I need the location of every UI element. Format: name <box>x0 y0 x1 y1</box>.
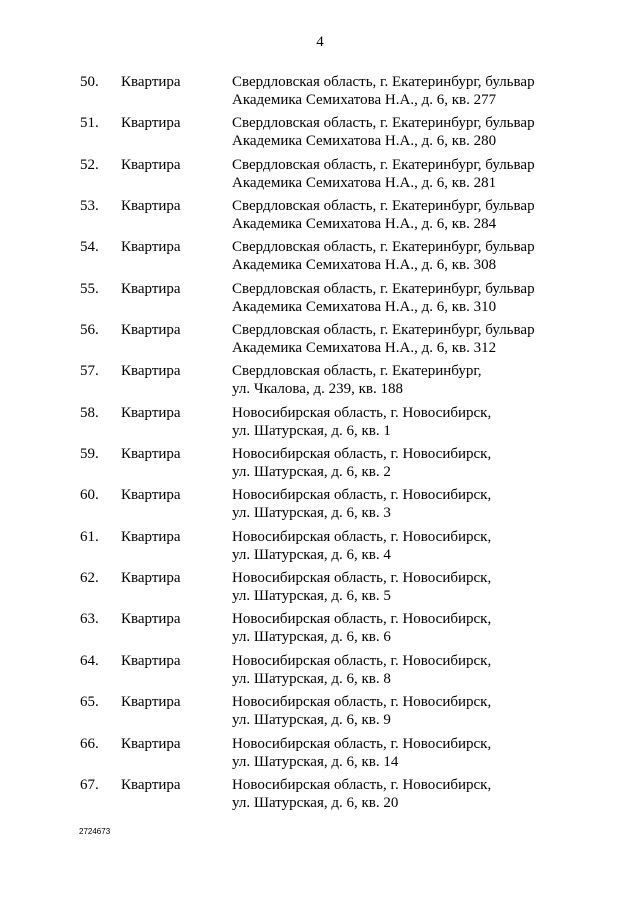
address-line-1: Новосибирская область, г. Новосибирск, <box>232 735 492 752</box>
address-line-1: Свердловская область, г. Екатеринбург, бульвар <box>232 280 535 297</box>
item-type: Квартира <box>121 74 181 90</box>
list-item <box>0 528 640 569</box>
item-type: Квартира <box>121 487 181 504</box>
item-address <box>232 776 491 812</box>
address-line-1: Новосибирская область, г. Новосибирск, <box>232 404 492 421</box>
address-line-2: ул. Шатурская, д. 6, кв. 1 <box>232 422 391 439</box>
address-line-2: ул. Шатурская, д. 6, кв. 20 <box>232 794 399 811</box>
item-type: Квартира <box>121 404 181 421</box>
list-item <box>0 652 640 693</box>
item-type: Квартира <box>121 322 181 339</box>
address-line-1: Свердловская область, г. Екатеринбург, бульвар <box>232 156 535 173</box>
property-list <box>0 73 640 817</box>
item-number: 54. <box>80 239 99 256</box>
item-type: Квартира <box>121 652 181 669</box>
list-item <box>0 238 640 279</box>
item-address <box>232 238 535 274</box>
item-type: Квартира <box>121 115 181 132</box>
address-line-1: Новосибирская область, г. Новосибирск, <box>232 611 492 628</box>
list-item <box>0 321 640 362</box>
address-line-2: Академика Семихатова Н.А., д. 6, кв. 281 <box>232 174 497 191</box>
address-line-1: Свердловская область, г. Екатеринбург, бульвар <box>232 198 535 215</box>
item-type: Квартира <box>121 280 181 297</box>
address-line-1: Новосибирская область, г. Новосибирск, <box>232 487 492 504</box>
address-line-1: Свердловская область, г. Екатеринбург, бульвар <box>232 322 535 339</box>
address-line-2: Академика Семихатова Н.А., д. 6, кв. 277 <box>232 92 497 108</box>
address-line-1: Новосибирская область, г. Новосибирск, <box>232 528 492 545</box>
list-item <box>0 362 640 403</box>
item-address <box>232 486 491 522</box>
address-line-1: Свердловская область, г. Екатеринбург, бульвар <box>232 239 535 256</box>
address-line-2: ул. Шатурская, д. 6, кв. 9 <box>232 712 391 729</box>
list-item <box>0 735 640 776</box>
address-line-1: Новосибирская область, г. Новосибирск, <box>232 694 492 711</box>
item-type: Квартира <box>121 735 181 752</box>
item-address <box>232 610 491 646</box>
list-item <box>0 610 640 651</box>
item-type: Квартира <box>121 239 181 256</box>
item-number: 63. <box>80 611 99 628</box>
address-line-2: ул. Шатурская, д. 6, кв. 3 <box>232 505 391 522</box>
item-address <box>232 321 535 357</box>
address-line-1: Свердловская область, г. Екатеринбург, бульвар <box>232 115 535 132</box>
item-number: 50. <box>80 74 99 90</box>
address-line-2: Академика Семихатова Н.А., д. 6, кв. 308 <box>232 257 497 274</box>
address-line-2: ул. Шатурская, д. 6, кв. 14 <box>232 753 399 770</box>
item-number: 60. <box>80 487 99 504</box>
list-item <box>0 73 640 114</box>
list-item <box>0 693 640 734</box>
item-number: 67. <box>80 776 99 793</box>
address-line-2: ул. Шатурская, д. 6, кв. 5 <box>232 588 391 605</box>
item-number: 53. <box>80 198 99 215</box>
address-line-1: Свердловская область, г. Екатеринбург, <box>232 363 482 380</box>
list-item <box>0 197 640 238</box>
item-type: Квартира <box>121 528 181 545</box>
item-type: Квартира <box>121 446 181 463</box>
address-line-2: ул. Шатурская, д. 6, кв. 2 <box>232 464 391 481</box>
item-number: 62. <box>80 570 99 587</box>
item-number: 66. <box>80 735 99 752</box>
item-address <box>232 197 535 233</box>
item-type: Квартира <box>121 363 181 380</box>
item-number: 65. <box>80 694 99 711</box>
list-item <box>0 776 640 817</box>
address-line-1: Новосибирская область, г. Новосибирск, <box>232 776 492 793</box>
item-number: 61. <box>80 528 99 545</box>
list-item <box>0 445 640 486</box>
item-address <box>232 693 491 729</box>
item-number: 52. <box>80 156 99 173</box>
item-type: Квартира <box>121 776 181 793</box>
list-item <box>0 569 640 610</box>
item-number: 57. <box>80 363 99 380</box>
address-line-2: Академика Семихатова Н.А., д. 6, кв. 284 <box>232 216 497 233</box>
item-number: 64. <box>80 652 99 669</box>
item-address <box>232 445 491 481</box>
address-line-1: Новосибирская область, г. Новосибирск, <box>232 570 492 587</box>
item-address <box>232 156 535 192</box>
item-address <box>232 362 482 398</box>
item-address <box>232 404 491 440</box>
address-line-1: Новосибирская область, г. Новосибирск, <box>232 652 492 669</box>
item-address <box>232 735 491 771</box>
item-address <box>232 569 491 605</box>
item-type: Квартира <box>121 156 181 173</box>
address-line-2: Академика Семихатова Н.А., д. 6, кв. 312 <box>232 340 497 357</box>
document-code: 2724673 <box>79 827 111 836</box>
list-item <box>0 404 640 445</box>
item-address <box>232 114 535 150</box>
page-number: 4 <box>316 34 324 50</box>
item-type: Квартира <box>121 694 181 711</box>
list-item <box>0 156 640 197</box>
item-number: 55. <box>80 280 99 297</box>
item-number: 58. <box>80 404 99 421</box>
address-line-1: Новосибирская область, г. Новосибирск, <box>232 446 492 463</box>
list-item <box>0 280 640 321</box>
address-line-2: ул. Шатурская, д. 6, кв. 8 <box>232 670 391 687</box>
address-line-2: ул. Чкалова, д. 239, кв. 188 <box>232 381 403 398</box>
item-address <box>232 652 491 688</box>
item-number: 51. <box>80 115 99 132</box>
item-address <box>232 528 491 564</box>
address-line-2: Академика Семихатова Н.А., д. 6, кв. 310 <box>232 298 497 315</box>
item-type: Квартира <box>121 611 181 628</box>
address-line-2: ул. Шатурская, д. 6, кв. 4 <box>232 546 391 563</box>
address-line-2: ул. Шатурская, д. 6, кв. 6 <box>232 629 391 646</box>
address-line-1: Свердловская область, г. Екатеринбург, бульвар <box>232 74 535 90</box>
item-address <box>232 73 535 109</box>
item-type: Квартира <box>121 570 181 587</box>
item-number: 59. <box>80 446 99 463</box>
item-type: Квартира <box>121 198 181 215</box>
list-item <box>0 486 640 527</box>
item-number: 56. <box>80 322 99 339</box>
item-address <box>232 280 535 316</box>
address-line-2: Академика Семихатова Н.А., д. 6, кв. 280 <box>232 133 497 150</box>
list-item <box>0 114 640 155</box>
